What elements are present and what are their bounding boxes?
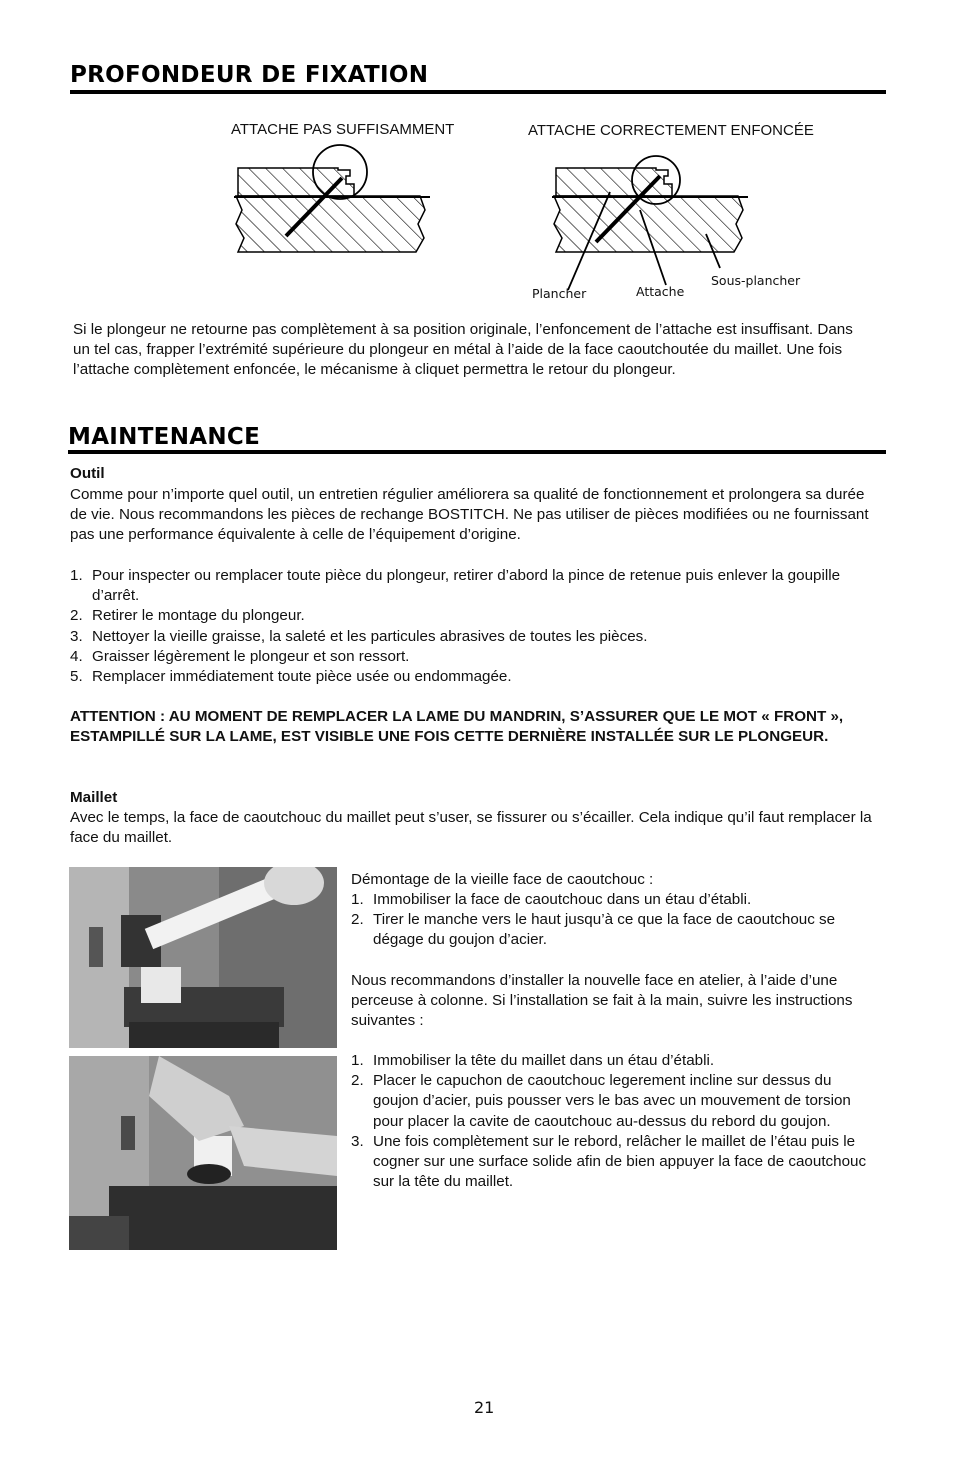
list-item: 2. Retirer le montage du plongeur.	[70, 607, 305, 625]
list-item: 4. Graisser légèrement le plongeur et son ressort.	[70, 647, 410, 665]
list-item: 3. Une fois complètement sur le rebord, relâcher le maillet de l’étau puis le cogner sur une surface solide afin de bien appuyer la face de caoutchouc sur la tête du maillet.	[351, 1132, 867, 1191]
section-heading-maintenance: MAINTENANCE	[68, 424, 261, 450]
install-intro: Nous recommandons d’installer la nouvelle face en atelier, à l’aide d’une perceuse à colonne. Si l’installation se fait à la main, suivre les instructions suivantes :	[351, 972, 853, 1030]
heading-rule	[68, 450, 886, 454]
diagram-right-caption: ATTACHE CORRECTEMENT ENFONCÉE	[528, 122, 814, 139]
label-attache: Attache	[636, 284, 685, 299]
maillet-title: Maillet	[70, 789, 118, 806]
left-diagram	[234, 145, 430, 252]
list-item: 2. Placer le capuchon de caoutchouc legerement incline sur dessus du goujon d’acier, puis pousser vers le bas avec un mouvement de torsion pour placer la cavite de caoutchouc au-dessus du rebord du goujon.	[351, 1072, 851, 1130]
list-item: 5. Remplacer immédiatement toute pièce usée ou endommagée.	[70, 668, 512, 686]
attention-notice: ATTENTION : AU MOMENT DE REMPLACER LA LAME DU MANDRIN, S’ASSURER QUE LE MOT « FRONT », ESTAMPILLÉ SUR LA LAME, EST VISIBLE UNE FOIS CETTE DERNIÈRE INSTALLÉE SUR LE PLONGEUR.	[70, 708, 844, 746]
outil-paragraph: Comme pour n’importe quel outil, un entretien régulier améliorera sa qualité de fonctionnement et prolongera sa durée de vie. Nous recommandons les pièces de rechange BOSTITCH. Ne pas utiliser de pièces modifiées ou ne fournissant pas une performance équivalente à celle de l’équipement d’origine.	[70, 486, 869, 544]
demontage-intro: Démontage de la vieille face de caoutchouc :	[351, 871, 654, 888]
label-plancher: Plancher	[532, 286, 587, 301]
list-item: 1. Immobiliser la tête du maillet dans un étau d’établi.	[351, 1052, 715, 1069]
photo-mallet-in-vise	[69, 867, 337, 1048]
diagram-left-caption: ATTACHE PAS SUFFISAMMENT	[231, 121, 455, 138]
outil-title: Outil	[70, 465, 105, 482]
install-steps	[351, 1051, 881, 1192]
heading-rule	[70, 90, 886, 94]
right-diagram	[552, 156, 748, 290]
fixation-paragraph: Si le plongeur ne retourne pas complètement à sa position originale, l’enfoncement de l’attache est insuffisant. Dans un tel cas, frapper l’extrémité supérieure du plongeur en métal à l’aide de la face caoutchoutée du maillet. Une fois l’attache complètement enfoncée, le mécanisme à cliquet permettra le retour du plongeur.	[73, 321, 853, 379]
list-item: 3. Nettoyer la vieille graisse, la saleté et les particules abrasives de toutes les pièces.	[70, 627, 648, 645]
maintenance-steps	[70, 566, 880, 687]
maillet-paragraph: Avec le temps, la face de caoutchouc du maillet peut s’user, se fissurer ou s’écailler. Cela indique qu’il faut remplacer la face du maillet.	[70, 809, 872, 847]
list-item: 1. Pour inspecter ou remplacer toute pièce du plongeur, retirer d’abord la pince de retenue puis enlever la goupille d’arrêt.	[70, 567, 841, 605]
list-item: 2. Tirer le manche vers le haut jusqu’à ce que la face de caoutchouc se dégage du goujon d’acier.	[351, 911, 836, 949]
demontage-steps	[351, 890, 881, 951]
section-heading-profondeur: PROFONDEUR DE FIXATION	[70, 62, 429, 88]
list-item: 1. Immobiliser la face de caoutchouc dans un étau d’établi.	[351, 891, 752, 908]
page-number: 21	[474, 1398, 495, 1417]
label-sous-plancher: Sous-plancher	[711, 273, 801, 288]
photo-rubber-face-install	[69, 1056, 337, 1250]
